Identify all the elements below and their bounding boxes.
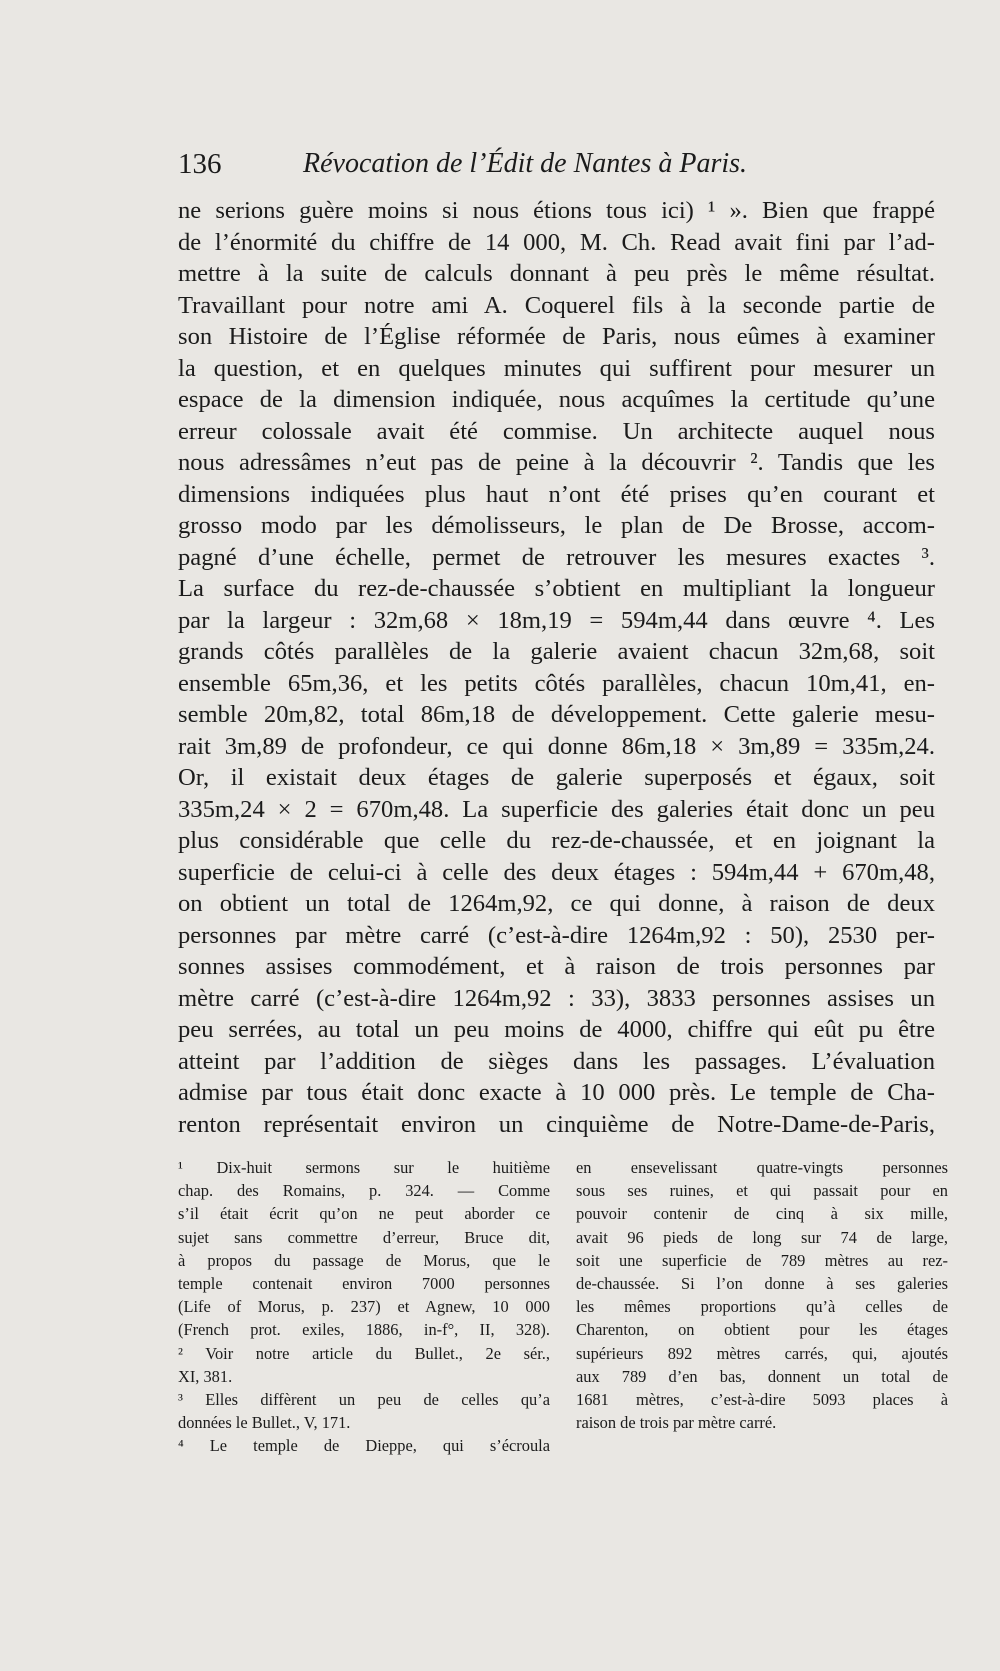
body-line: de l’énormité du chiffre de 14 000, M. Ch. Read avait fini par l’ad- bbox=[178, 228, 935, 256]
footnote-line: s’il était écrit qu’on ne peut aborder ce bbox=[178, 1204, 550, 1224]
body-line: dimensions indiquées plus haut n’ont été prises qu’en courant et bbox=[178, 480, 935, 508]
body-line: mètre carré (c’est-à-dire 1264m,92 : 33), 3833 personnes assises un bbox=[178, 984, 935, 1012]
body-text bbox=[178, 195, 935, 1140]
body-line: atteint par l’addition de sièges dans les passages. L’évaluation bbox=[178, 1047, 935, 1075]
footnote-line: soit une superficie de 789 mètres au rez- bbox=[576, 1250, 948, 1270]
body-line: sonnes assises commodément, et à raison de trois personnes par bbox=[178, 953, 935, 980]
footnote-line: les mêmes proportions qu’à celles de bbox=[576, 1297, 948, 1317]
footnote-line: ¹ Dix-huit sermons sur le huitième bbox=[178, 1158, 550, 1177]
footnote-line: avait 96 pieds de long sur 74 de large, bbox=[576, 1227, 948, 1247]
footnote-line: aux 789 d’en bas, donnent un total de bbox=[576, 1366, 948, 1386]
body-line: personnes par mètre carré (c’est-à-dire 1264m,92 : 50), 2530 per- bbox=[178, 921, 935, 949]
footnote-line: sujet sans commettre d’erreur, Bruce dit, bbox=[178, 1227, 550, 1247]
footnote-line: raison de trois par mètre carré. bbox=[576, 1413, 777, 1433]
body-line: nous adressâmes n’eut pas de peine à la découvrir ². Tandis que les bbox=[178, 449, 935, 476]
body-line: peu serrées, au total un peu moins de 4000, chiffre qui eût pu être bbox=[178, 1016, 935, 1043]
footnote-line: (French prot. exiles, 1886, in-f°, II, 328). bbox=[178, 1320, 550, 1340]
body-line: son Histoire de l’Église réformée de Paris, nous eûmes à examiner bbox=[178, 323, 935, 350]
body-line: admise par tous était donc exacte à 10 000 près. Le temple de Cha- bbox=[178, 1079, 935, 1106]
body-line: renton représentait environ un cinquième de Notre-Dame-de-Paris, bbox=[178, 1110, 935, 1138]
footnote-line: ⁴ Le temple de Dieppe, qui s’écroula bbox=[178, 1436, 550, 1456]
footnote-line: pouvoir contenir de cinq à six mille, bbox=[576, 1204, 948, 1224]
body-line: ne serions guère moins si nous étions tous ici) ¹ ». Bien que frappé bbox=[178, 197, 935, 224]
footnote-column-left bbox=[178, 1156, 550, 1457]
footnote-column-right bbox=[576, 1156, 948, 1434]
body-line: superficie de celui-ci à celle des deux étages : 594m,44 + 670m,48, bbox=[178, 858, 935, 886]
body-line: Or, il existait deux étages de galerie superposés et égaux, soit bbox=[178, 764, 935, 791]
page-number: 136 bbox=[178, 148, 222, 180]
footnote-line: ² Voir notre article du Bullet., 2e sér., bbox=[178, 1343, 550, 1363]
footnote-line: XI, 381. bbox=[178, 1366, 233, 1386]
footnote-line: à propos du passage de Morus, que le bbox=[178, 1250, 550, 1270]
body-line: grosso modo par les démolisseurs, le plan de De Brosse, accom- bbox=[178, 512, 935, 539]
body-line: ensemble 65m,36, et les petits côtés parallèles, chacun 10m,41, en- bbox=[178, 669, 935, 697]
body-line: on obtient un total de 1264m,92, ce qui donne, à raison de deux bbox=[178, 890, 935, 917]
running-title: Révocation de l’Édit de Nantes à Paris. bbox=[303, 148, 748, 179]
body-line: la question, et en quelques minutes qui suffirent pour mesurer un bbox=[178, 354, 935, 382]
footnote-line: de-chaussée. Si l’on donne à ses galeries bbox=[576, 1273, 948, 1293]
footnote-line: chap. des Romains, p. 324. — Comme bbox=[178, 1181, 550, 1201]
body-line: semble 20m,82, total 86m,18 de développement. Cette galerie mesu- bbox=[178, 701, 935, 728]
body-line: La surface du rez-de-chaussée s’obtient en multipliant la longueur bbox=[178, 575, 935, 602]
footnote-line: 1681 mètres, c’est-à-dire 5093 places à bbox=[576, 1389, 948, 1409]
body-line: plus considérable que celle du rez-de-chaussée, et en joignant la bbox=[178, 827, 935, 854]
body-line: par la largeur : 32m,68 × 18m,19 = 594m,44 dans œuvre ⁴. Les bbox=[178, 606, 935, 634]
footnote-line: données le Bullet., V, 171. bbox=[178, 1413, 351, 1433]
running-head bbox=[178, 148, 933, 188]
footnote-line: ³ Elles diffèrent un peu de celles qu’a bbox=[178, 1389, 550, 1409]
footnotes bbox=[178, 1156, 948, 1456]
footnote-line: (Life of Morus, p. 237) et Agnew, 10 000 bbox=[178, 1297, 550, 1317]
footnote-line: temple contenait environ 7000 personnes bbox=[178, 1273, 550, 1293]
body-line: rait 3m,89 de profondeur, ce qui donne 86m,18 × 3m,89 = 335m,24. bbox=[178, 732, 935, 760]
body-line: espace de la dimension indiquée, nous acquîmes la certitude qu’une bbox=[178, 386, 935, 413]
body-line: grands côtés parallèles de la galerie avaient chacun 32m,68, soit bbox=[178, 638, 935, 665]
footnote-line: en ensevelissant quatre-vingts personnes bbox=[576, 1158, 948, 1177]
body-line: erreur colossale avait été commise. Un architecte auquel nous bbox=[178, 417, 935, 445]
body-line: mettre à la suite de calculs donnant à peu près le même résultat. bbox=[178, 260, 935, 287]
body-line: Travaillant pour notre ami A. Coquerel fils à la seconde partie de bbox=[178, 291, 935, 319]
footnote-line: supérieurs 892 mètres carrés, qui, ajoutés bbox=[576, 1343, 948, 1363]
body-line: 335m,24 × 2 = 670m,48. La superficie des galeries était donc un peu bbox=[178, 795, 935, 823]
body-line: pagné d’une échelle, permet de retrouver les mesures exactes ³. bbox=[178, 543, 935, 571]
footnote-line: Charenton, on obtient pour les étages bbox=[576, 1320, 948, 1340]
footnote-line: sous ses ruines, et qui passait pour en bbox=[576, 1181, 948, 1201]
